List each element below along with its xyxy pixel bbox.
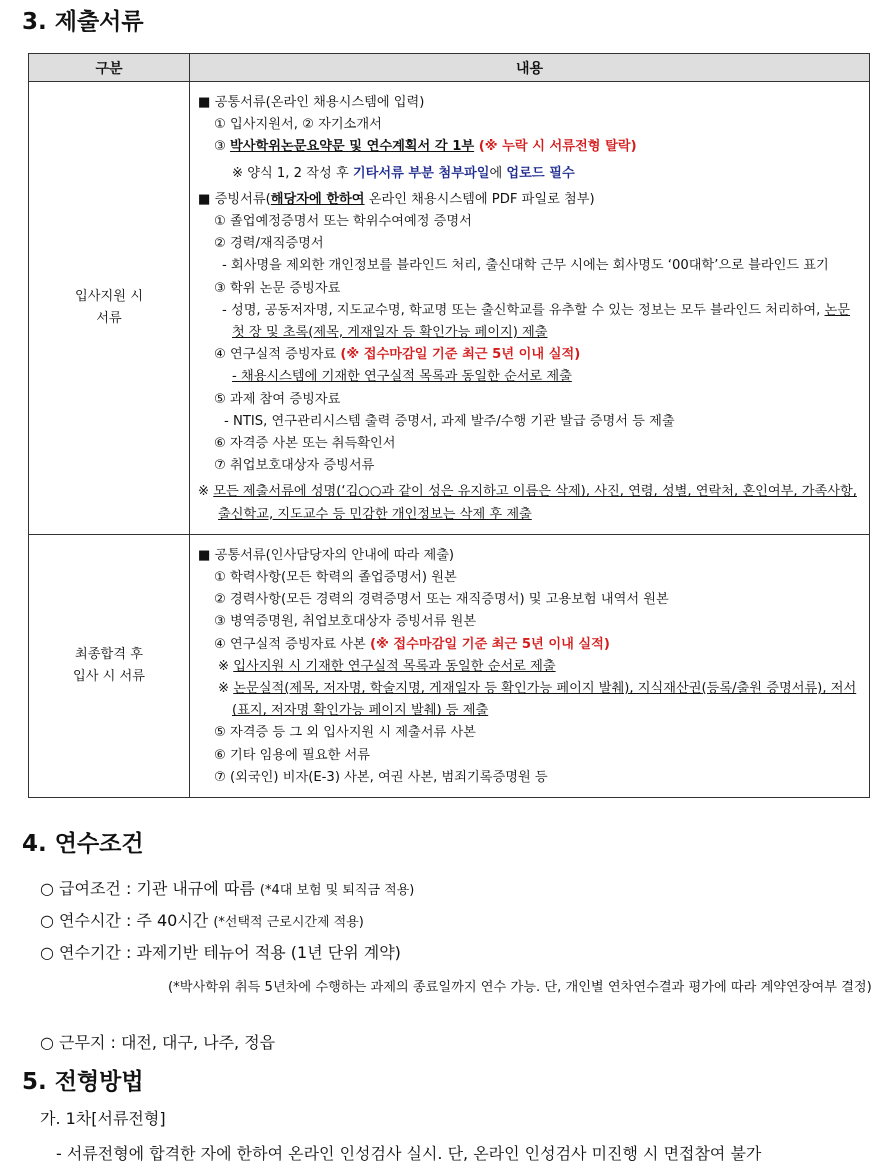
screening-step-1: 가. 1차[서류전형]: [40, 1109, 166, 1128]
doc-note: ※ 논문실적(제목, 저자명, 학술지명, 게재일자 등 확인가능 페이지 발췌), 지식재산권(등록/출원 증명서류), 저서(표지, 저자명 확인가능 페이지 발췌) 등 제출: [218, 681, 857, 719]
screening-step-1-desc: - 서류전형에 합격한 자에 한하여 온라인 인성검사 실시. 단, 온라인 인성검사 미진행 시 면접참여 불가: [56, 1144, 762, 1163]
pay-condition: ○ 급여조건 : 기관 내규에 따름 (*4대 보험 및 퇴직금 적용): [40, 879, 415, 898]
doc-item: ⑥ 기타 임용에 필요한 서류: [214, 747, 370, 763]
category-label: 입사지원 시 서류: [75, 288, 143, 326]
category-cell: [29, 82, 190, 535]
doc-subitem: - 회사명을 제외한 개인정보를 블라인드 처리, 출신대학 근무 시에는 회사명도 ‘00대학’으로 블라인드 표기: [222, 258, 829, 274]
doc-item: ⑤ 과제 참여 증빙자료: [214, 391, 341, 407]
doc-item: ⑦ 취업보호대상자 증빙서류: [214, 458, 375, 474]
training-period-note: (*박사학위 취득 5년차에 수행하는 과제의 종료일까지 연수 가능. 단, 개인별 연차연수결과 평가에 따라 계약연장여부 결정): [168, 980, 872, 995]
doc-subitem: - 채용시스템에 기재한 연구실적 목록과 동일한 순서로 제출: [232, 369, 572, 385]
doc-item: ② 경력사항(모든 경력의 경력증명서 또는 재직증명서) 및 고용보험 내역서 원본: [214, 592, 669, 608]
header-content: 내용: [190, 54, 870, 82]
training-hours: ○ 연수시간 : 주 40시간 (*선택적 근로시간제 적용): [40, 911, 364, 930]
common-docs-heading: ■ 공통서류(온라인 채용시스템에 입력): [198, 95, 425, 110]
doc-item: ② 경력/재직증명서: [214, 236, 324, 252]
doc-item: ④ 연구실적 증빙자료 (※ 접수마감일 기준 최근 5년 이내 실적): [214, 347, 581, 363]
category-cell: [29, 534, 190, 797]
privacy-note: ※ 모든 제출서류에 성명(‘김○○과 같이 성은 유지하고 이름은 삭제), 사진, 연령, 성별, 연락처, 혼인여부, 가족사항, 출신학교, 지도교수 등 민감한 개인정보는 삭제 후 제출: [198, 484, 857, 522]
doc-note: ※ 입사지원 시 기재한 연구실적 목록과 동일한 순서로 제출: [218, 658, 556, 674]
doc-subitem: - NTIS, 연구관리시스템 출력 증명서, 과제 발주/수행 기관 발급 증명서 등 제출: [224, 413, 675, 429]
evidence-docs-heading: ■ 증빙서류(해당자에 한하여 온라인 채용시스템에 PDF 파일로 첨부): [198, 191, 595, 207]
training-period: ○ 연수기간 : 과제기반 테뉴어 적용 (1년 단위 계약): [40, 943, 401, 962]
header-category: 구분: [29, 54, 190, 82]
documents-table: [28, 53, 870, 798]
doc-item: ③ 학위 논문 증빙자료: [214, 280, 341, 296]
doc-item: ③ 병역증명원, 취업보호대상자 증빙서류 원본: [214, 614, 477, 630]
section-4-title: 4. 연수조건: [22, 831, 144, 857]
section-5-title: 5. 전형방법: [22, 1069, 144, 1095]
table-row: [29, 534, 870, 797]
section-3-title: 3. 제출서류: [22, 9, 144, 35]
upload-note: ※ 양식 1, 2 작성 후 기타서류 부분 첨부파일에 업로드 필수: [232, 165, 575, 181]
category-label: 최종합격 후 입사 시 서류: [72, 646, 146, 684]
table-header-row: [29, 54, 870, 82]
doc-item-required: ③ 박사학위논문요약문 및 연수계획서 각 1부 (※ 누락 시 서류전형 탈락): [214, 139, 637, 155]
content-cell: [190, 534, 870, 797]
content-cell: [190, 82, 870, 535]
table-row: [29, 82, 870, 535]
doc-item: ① 입사지원서, ② 자기소개서: [214, 117, 382, 133]
doc-subitem: - 성명, 공동저자명, 지도교수명, 학교명 또는 출신학교를 유추할 수 있는 정보는 모두 블라인드 처리하여, 논문 첫 장 및 초록(제목, 게재일자 등 확인가능 페이지) 제출: [222, 302, 850, 341]
doc-item: ④ 연구실적 증빙자료 사본 (※ 접수마감일 기준 최근 5년 이내 실적): [214, 636, 610, 652]
doc-item: ⑦ (외국인) 비자(E-3) 사본, 여권 사본, 범죄기록증명원 등: [214, 769, 548, 785]
doc-item: ⑤ 자격증 등 그 외 입사지원 시 제출서류 사본: [214, 725, 476, 741]
doc-item: ① 학력사항(모든 학력의 졸업증명서) 원본: [214, 570, 457, 586]
doc-item: ① 졸업예정증명서 또는 학위수여예정 증명서: [214, 214, 472, 230]
doc-item: ⑥ 자격증 사본 또는 취득확인서: [214, 436, 396, 452]
common-docs-heading: ■ 공통서류(인사담당자의 안내에 따라 제출): [198, 547, 455, 563]
work-location: ○ 근무지 : 대전, 대구, 나주, 정읍: [40, 1033, 276, 1052]
